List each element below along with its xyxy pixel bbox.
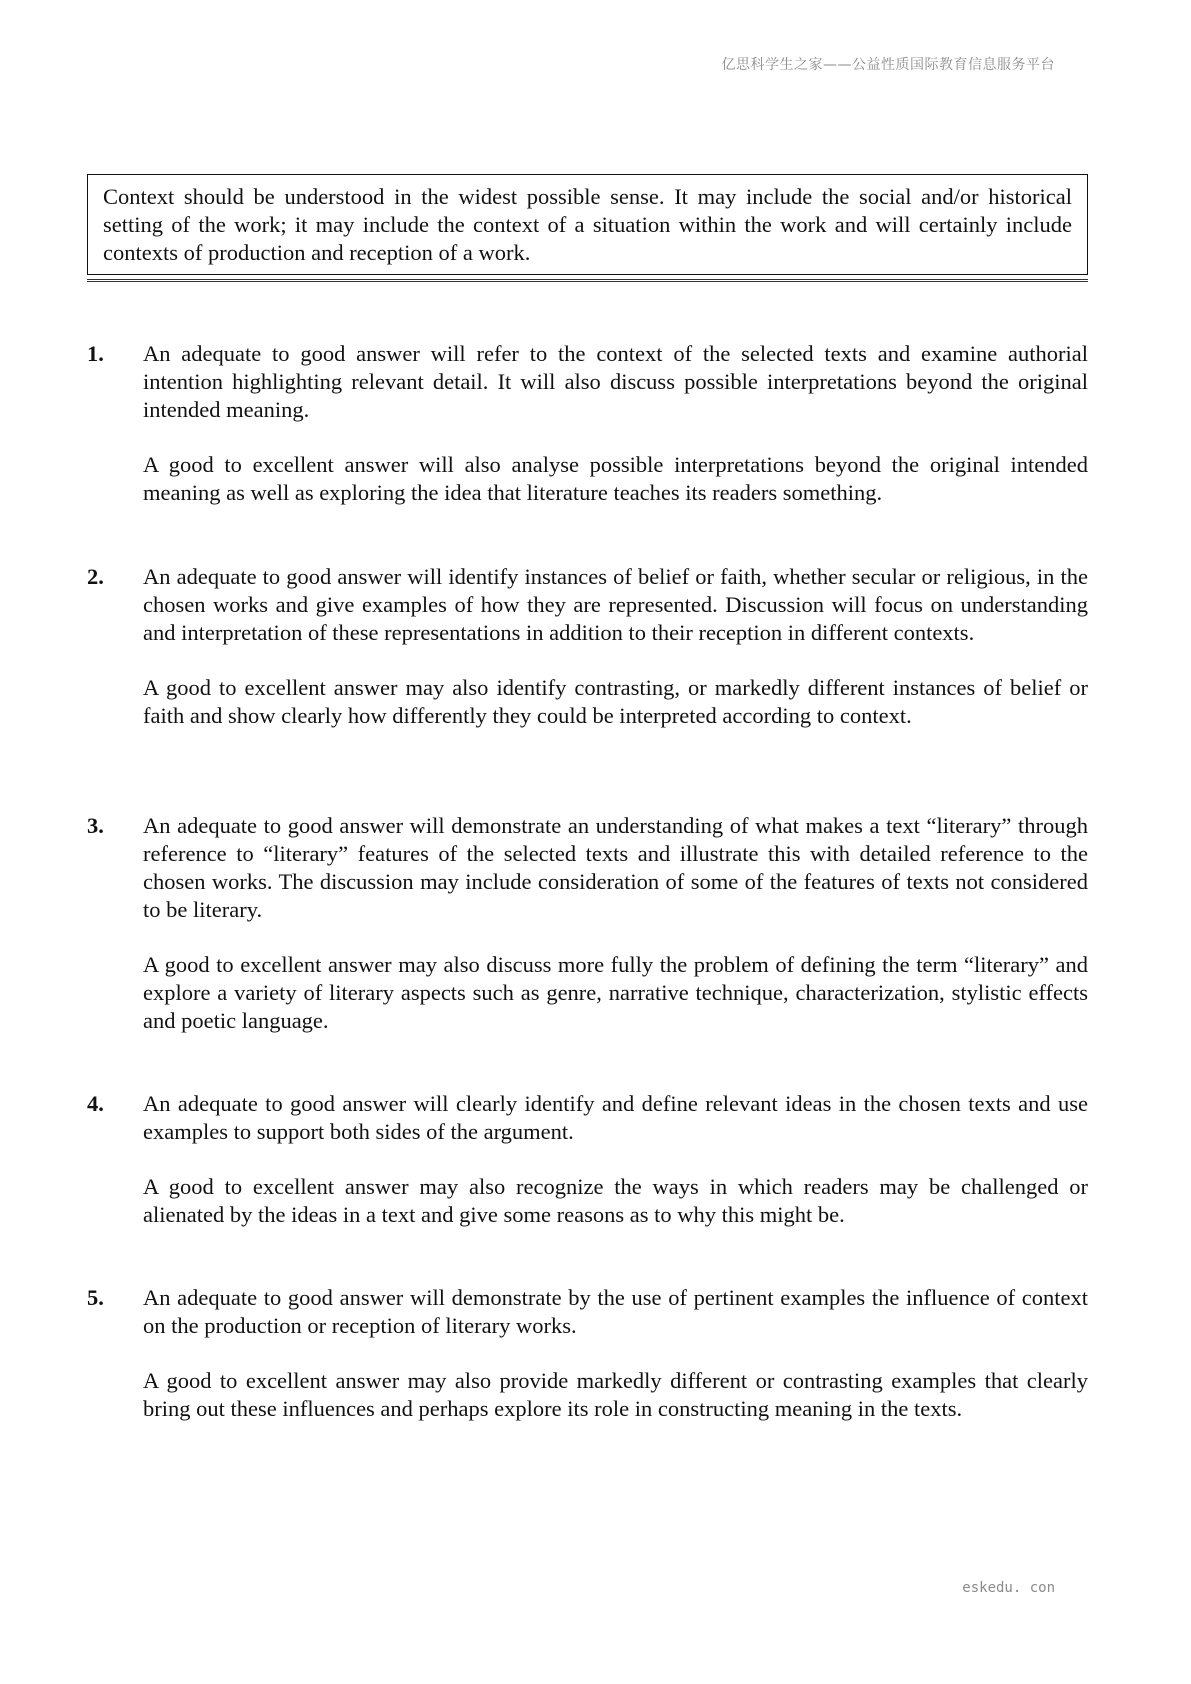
excellent-answer-text: A good to excellent answer may also recognize the ways in which readers may be challenged or alienated by the ideas in a text and give some reasons as to why this might be.	[143, 1174, 1088, 1227]
excellent-answer-text: A good to excellent answer may also provide markedly different or contrasting examples that clearly bring out these influences and perhaps explore its role in constructing meaning in the texts.	[143, 1368, 1088, 1421]
question-number: 3.	[87, 813, 104, 838]
question-4	[87, 1090, 1088, 1229]
question-number: 5.	[87, 1285, 104, 1310]
question-number: 1.	[87, 341, 104, 366]
adequate-answer-text: An adequate to good answer will refer to the context of the selected texts and examine authorial intention highlighting relevant detail. It will also discuss possible interpretations beyond the original intended meaning.	[143, 341, 1088, 422]
excellent-answer-text: A good to excellent answer may also identify contrasting, or markedly different instances of belief or faith and show clearly how differently they could be interpreted according to context.	[143, 675, 1088, 728]
adequate-answer-text: An adequate to good answer will demonstrate by the use of pertinent examples the influence of context on the production or reception of literary works.	[143, 1285, 1088, 1338]
context-note-box: Context should be understood in the widest possible sense. It may include the social and/or historical setting of the work; it may include the context of a situation within the work and will certainly include contexts of production and reception of a work.	[87, 174, 1088, 275]
header-site-title: 亿思科学生之家——公益性质国际教育信息服务平台	[721, 57, 1055, 73]
excellent-answer-text: A good to excellent answer will also analyse possible interpretations beyond the original intended meaning as well as exploring the idea that literature teaches its readers something.	[143, 452, 1088, 505]
adequate-answer-text: An adequate to good answer will demonstrate an understanding of what makes a text “literary” through reference to “literary” features of the selected texts and illustrate this with detailed reference to the chosen works. The discussion may include consideration of some of the features of texts not considered to be literary.	[143, 813, 1088, 922]
adequate-answer-text: An adequate to good answer will identify instances of belief or faith, whether secular or religious, in the chosen works and give examples of how they are represented. Discussion will focus on understanding and interpretation of these representations in addition to their reception in different contexts.	[143, 564, 1088, 645]
question-number: 2.	[87, 564, 104, 589]
question-5	[87, 1284, 1088, 1423]
footer-site-url: eskedu. con	[962, 1580, 1055, 1596]
excellent-answer-text: A good to excellent answer may also discuss more fully the problem of defining the term “literary” and explore a variety of literary aspects such as genre, narrative technique, characterization, stylistic effects and poetic language.	[143, 952, 1088, 1033]
question-3	[87, 812, 1088, 1035]
adequate-answer-text: An adequate to good answer will clearly identify and define relevant ideas in the chosen texts and use examples to support both sides of the argument.	[143, 1091, 1088, 1144]
question-2	[87, 563, 1088, 730]
question-number: 4.	[87, 1091, 104, 1116]
double-rule-divider	[87, 279, 1088, 282]
question-1	[87, 340, 1088, 507]
